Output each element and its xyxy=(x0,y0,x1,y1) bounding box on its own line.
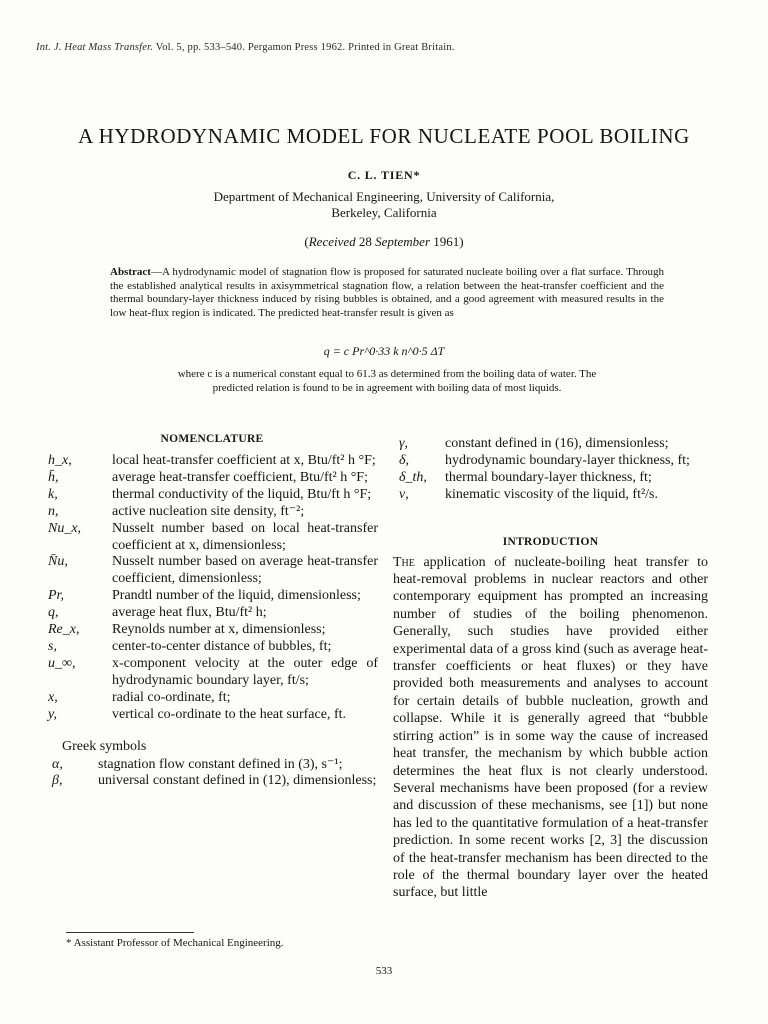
nomenclature-definition: universal constant defined in (12), dimensionless; xyxy=(98,773,377,789)
greek-symbols-heading: Greek symbols xyxy=(62,738,147,754)
nomenclature-item xyxy=(393,487,708,504)
nomenclature-definition: Prandtl number of the liquid, dimensionless; xyxy=(112,588,361,604)
nomenclature-symbol: N̄u, xyxy=(48,554,68,570)
nomenclature-definition: x-component velocity at the outer edge of hydrodynamic boundary layer, ft/s; xyxy=(112,655,378,688)
greek-symbols-list xyxy=(46,757,378,791)
nomenclature-item xyxy=(46,554,378,588)
nomenclature-item xyxy=(46,639,378,656)
nomenclature-definition: Nusselt number based on local heat-transfer coefficient at x, dimensionless; xyxy=(112,520,378,553)
introduction-body: application of nucleate-boiling heat transfer to heat-removal problems in nuclear reactors and other contemporary equipment has prompted an increasing number of studies of the boiling phenomenon. Generally, such studies have provided either experimental data of a gross kind (such as average heat-transfer coefficients or heat fluxes) or they have provided both measurements and analyses to account for certain details of bubble nucleation, growth and collapse. While it is generally agreed that “bubble stirring action” is in some way the cause of increased heat transfer, the mechanism by which bubble action determines the heat flux is not clearly understood. Several mechanisms have been proposed (for a review and discussion of these mechanisms, see [1]) but none has led to the quantitative formulation of a heat-transfer prediction. In some recent works [2, 3] the discussion of the heat-transfer mechanism has been directed to the role of the thermal boundary layer over the heated surface, but little xyxy=(393,554,708,901)
introduction-text xyxy=(393,554,708,902)
nomenclature-definition: stagnation flow constant defined in (3), s⁻¹; xyxy=(98,756,343,772)
nomenclature-definition: radial co-ordinate, ft; xyxy=(112,689,231,705)
nomenclature-symbol: q, xyxy=(48,605,59,621)
nomenclature-definition: Nusselt number based on average heat-transfer coefficient, dimensionless; xyxy=(112,554,378,587)
nomenclature-section xyxy=(46,433,378,790)
running-head xyxy=(36,42,455,53)
nomenclature-list xyxy=(46,453,378,724)
nomenclature-item xyxy=(46,757,378,774)
nomenclature-definition: local heat-transfer coefficient at x, Btu/ft² h °F; xyxy=(112,453,376,468)
nomenclature-definition: center-to-center distance of bubbles, ft; xyxy=(112,638,332,654)
abstract-equation: q = c Pr^0·33 k n^0·5 ΔT xyxy=(323,344,445,358)
footnote: * Assistant Professor of Mechanical Engineering. xyxy=(66,937,284,949)
nomenclature-symbol: h_x, xyxy=(48,453,72,468)
nomenclature-symbol: k, xyxy=(48,486,58,502)
journal-details: Vol. 5, pp. 533–540. Pergamon Press 1962. Printed in Great Britain. xyxy=(155,42,455,53)
nomenclature-heading: NOMENCLATURE xyxy=(160,433,264,445)
footnote-rule xyxy=(66,932,194,933)
abstract-text: —A hydrodynamic model of stagnation flow is proposed for saturated nucleate boiling over a flat surface. Through the established analytical results in axisymmetrical stagnation flow, a relation between the heat-transfer coefficient and the thermal boundary-layer thickness induced by rising bubbles is obtained, and a good agreement with measured results in the low heat-flux region is indicated. The predicted heat-transfer result is given as xyxy=(110,266,664,319)
nomenclature-symbol: Nu_x, xyxy=(48,520,82,536)
author-affiliation xyxy=(0,189,768,221)
nomenclature-item xyxy=(46,656,378,690)
nomenclature-item xyxy=(46,487,378,504)
nomenclature-item xyxy=(46,707,378,724)
received-date: (Received 28 September 1961) xyxy=(304,234,464,249)
nomenclature-symbol: γ, xyxy=(399,436,409,451)
nomenclature-definition: thermal conductivity of the liquid, Btu/ft h °F; xyxy=(112,486,372,502)
nomenclature-item xyxy=(46,504,378,521)
nomenclature-continued xyxy=(393,436,708,504)
nomenclature-symbol: δ, xyxy=(399,452,410,468)
nomenclature-symbol: β, xyxy=(52,773,63,789)
nomenclature-definition: average heat-transfer coefficient, Btu/ft² h °F; xyxy=(112,469,368,485)
author-name: C. L. TIEN* xyxy=(347,168,421,182)
journal-name: Int. J. Heat Mass Transfer. xyxy=(36,42,154,53)
nomenclature-item xyxy=(46,470,378,487)
nomenclature-symbol: y, xyxy=(48,706,57,722)
nomenclature-symbol: x, xyxy=(48,689,58,705)
nomenclature-definition: thermal boundary-layer thickness, ft; xyxy=(445,469,652,485)
nomenclature-symbol: u_∞, xyxy=(48,655,76,671)
nomenclature-symbol: ν, xyxy=(399,486,409,502)
affiliation-line-2: Berkeley, California xyxy=(331,205,437,220)
nomenclature-symbol: s, xyxy=(48,638,57,654)
affiliation-line-1: Department of Mechanical Engineering, University of California, xyxy=(213,189,555,204)
page-number: 533 xyxy=(375,965,393,977)
nomenclature-item xyxy=(393,453,708,470)
nomenclature-definition: kinematic viscosity of the liquid, ft²/s. xyxy=(445,486,659,502)
nomenclature-item xyxy=(46,690,378,707)
introduction-heading: INTRODUCTION xyxy=(502,535,599,548)
abstract-conclusion: where c is a numerical constant equal to 61.3 as determined from the boiling data of water. The predicted relation is found to be in agreement with boiling data of most liquids. xyxy=(177,368,597,394)
nomenclature-definition: average heat flux, Btu/ft² h; xyxy=(112,605,267,621)
nomenclature-item xyxy=(46,521,378,555)
paper-title: A HYDRODYNAMIC MODEL FOR NUCLEATE POOL BOILING xyxy=(78,124,690,148)
nomenclature-symbol: δ_th, xyxy=(399,469,427,485)
nomenclature-symbol: n, xyxy=(48,503,59,519)
nomenclature-definition: active nucleation site density, ft⁻²; xyxy=(112,503,305,519)
nomenclature-item xyxy=(46,605,378,622)
nomenclature-item xyxy=(393,436,708,453)
nomenclature-symbol: Re_x, xyxy=(48,622,80,638)
nomenclature-item xyxy=(393,470,708,487)
nomenclature-definition: constant defined in (16), dimensionless; xyxy=(445,436,669,451)
introduction-lead-word: The xyxy=(393,554,415,570)
nomenclature-item xyxy=(46,773,378,790)
nomenclature-item xyxy=(46,588,378,605)
nomenclature-item xyxy=(46,622,378,639)
nomenclature-definition: Reynolds number at x, dimensionless; xyxy=(112,622,326,638)
nomenclature-symbol: α, xyxy=(52,756,63,772)
abstract-label: Abstract xyxy=(110,266,151,278)
right-column xyxy=(393,436,708,902)
nomenclature-item xyxy=(46,453,378,470)
nomenclature-symbol: h̄, xyxy=(48,469,59,485)
nomenclature-definition: vertical co-ordinate to the heat surface, ft. xyxy=(112,706,346,722)
abstract xyxy=(110,266,664,320)
nomenclature-definition: hydrodynamic boundary-layer thickness, ft; xyxy=(445,452,690,468)
nomenclature-symbol: Pr, xyxy=(48,588,64,604)
